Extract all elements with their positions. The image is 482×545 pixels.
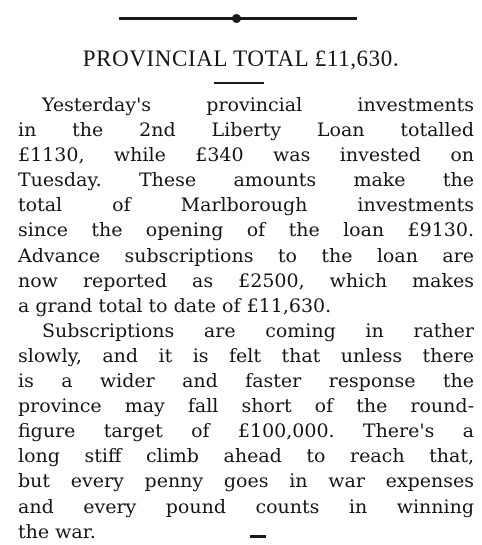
text-line: and every pound counts in winning bbox=[18, 495, 474, 518]
text-line: since the opening of the loan £9130. bbox=[18, 219, 474, 242]
text-line: £1130, while £340 was invested on bbox=[18, 144, 474, 167]
text-line: Yesterday's provincial investments bbox=[42, 94, 474, 116]
text-line: is a wider and faster response the bbox=[18, 370, 474, 393]
text-line: a grand total to date of £11,630. bbox=[18, 294, 332, 317]
headline-underline-rule bbox=[214, 82, 264, 84]
text-line: in the 2nd Liberty Loan totalled bbox=[18, 119, 474, 142]
text-line: long stiff climb ahead to reach that, bbox=[18, 445, 474, 468]
next-article-rule-fragment bbox=[250, 535, 266, 538]
rule-dot-ornament bbox=[232, 14, 241, 23]
text-line: province may fall short of the round- bbox=[18, 395, 474, 418]
text-line: now reported as £2500, which makes bbox=[18, 269, 474, 292]
paragraph-1 bbox=[18, 93, 474, 319]
text-line: Tuesday. These amounts make the bbox=[18, 169, 474, 192]
article-headline: PROVINCIAL TOTAL £11,630. bbox=[82, 46, 400, 71]
text-line: Advance subscriptions to the loan are bbox=[18, 244, 474, 267]
paragraph-2 bbox=[18, 319, 474, 545]
text-line: total of Marlborough investments bbox=[18, 194, 474, 217]
text-line: Subscriptions are coming in rather bbox=[42, 319, 474, 342]
article-body bbox=[18, 93, 474, 545]
text-line: but every penny goes in war expenses bbox=[18, 470, 474, 493]
text-line: the war. bbox=[18, 520, 96, 543]
text-line: figure target of £100,000. There's a bbox=[18, 420, 474, 443]
text-line: slowly, and it is felt that unless there bbox=[18, 344, 474, 367]
